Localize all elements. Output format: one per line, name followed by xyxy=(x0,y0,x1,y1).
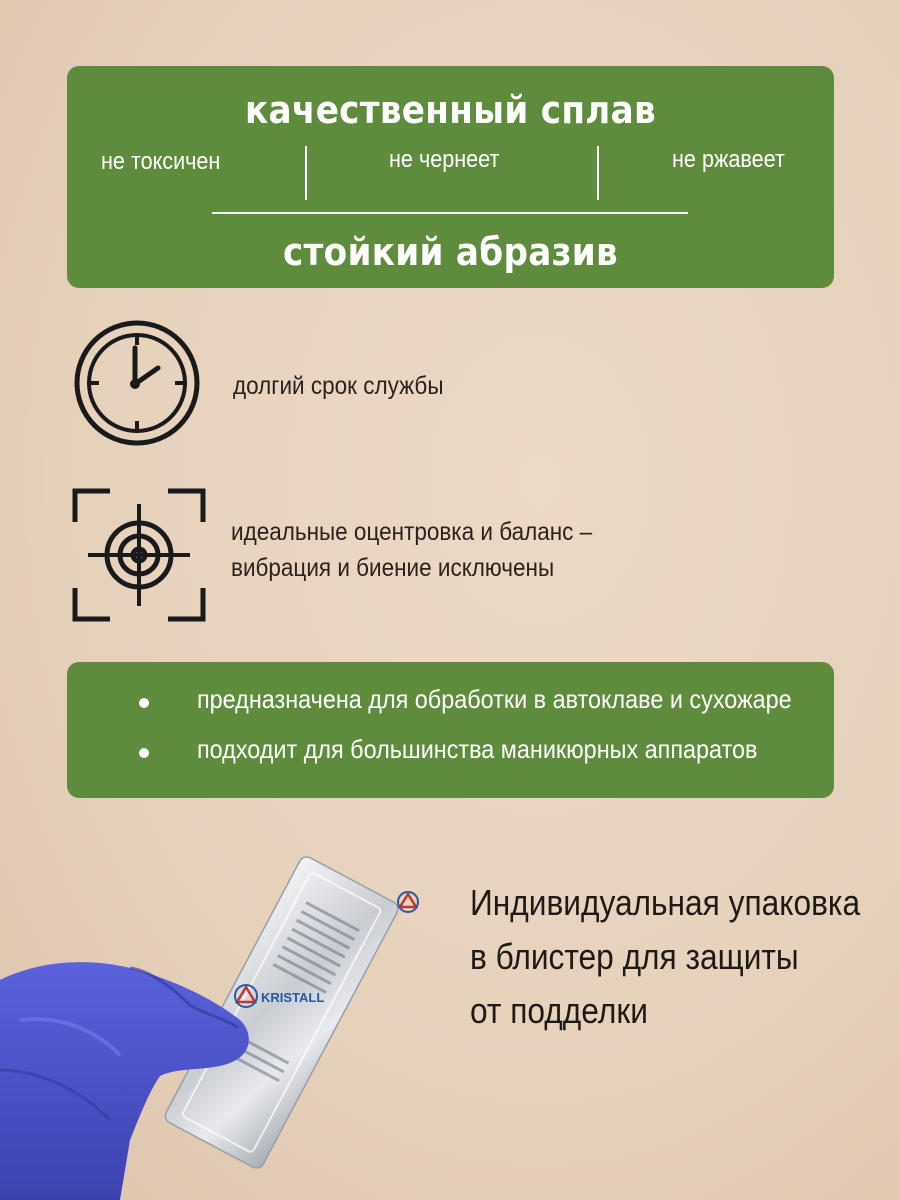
svg-text:KRISTALL: KRISTALL xyxy=(261,990,325,1005)
horizontal-divider xyxy=(212,212,688,214)
feature-line: долгий срок службы xyxy=(233,372,444,400)
bullet-dot xyxy=(139,698,149,708)
feature-centering-balance xyxy=(231,514,592,586)
bullet-text: подходит для большинства маникюрных аппаратов xyxy=(197,734,758,764)
property-no-blackening: не чернеет xyxy=(389,146,500,173)
feature-line: вибрация и биение исключены xyxy=(231,554,555,582)
clock-icon xyxy=(72,318,202,448)
packaging-line: в блистер для защиты xyxy=(470,936,799,977)
abrasive-title: стойкий абразив xyxy=(283,230,618,274)
packaging-line: Индивидуальная упаковка xyxy=(470,882,861,923)
property-non-toxic: не токсичен xyxy=(101,148,221,175)
target-icon xyxy=(72,488,206,622)
property-rustproof: не ржавеет xyxy=(672,146,785,173)
feature-line: идеальные оцентровка и баланс – xyxy=(231,518,593,546)
top-info-panel xyxy=(67,66,834,288)
vertical-divider xyxy=(305,146,307,200)
kristall-logo xyxy=(398,892,418,912)
bullet-item xyxy=(67,684,834,724)
bullet-dot xyxy=(139,748,149,758)
feature-long-service-life xyxy=(233,368,443,404)
vertical-divider xyxy=(597,146,599,200)
bullet-item xyxy=(67,734,834,774)
packaging-line: от подделки xyxy=(470,990,648,1031)
bullet-text: предназначена для обработки в автоклаве и сухожаре xyxy=(197,684,792,714)
bottom-info-panel xyxy=(67,662,834,798)
alloy-title: качественный сплав xyxy=(245,88,656,132)
packaging-description xyxy=(470,876,860,1038)
glove-blister-photo xyxy=(0,840,470,1200)
